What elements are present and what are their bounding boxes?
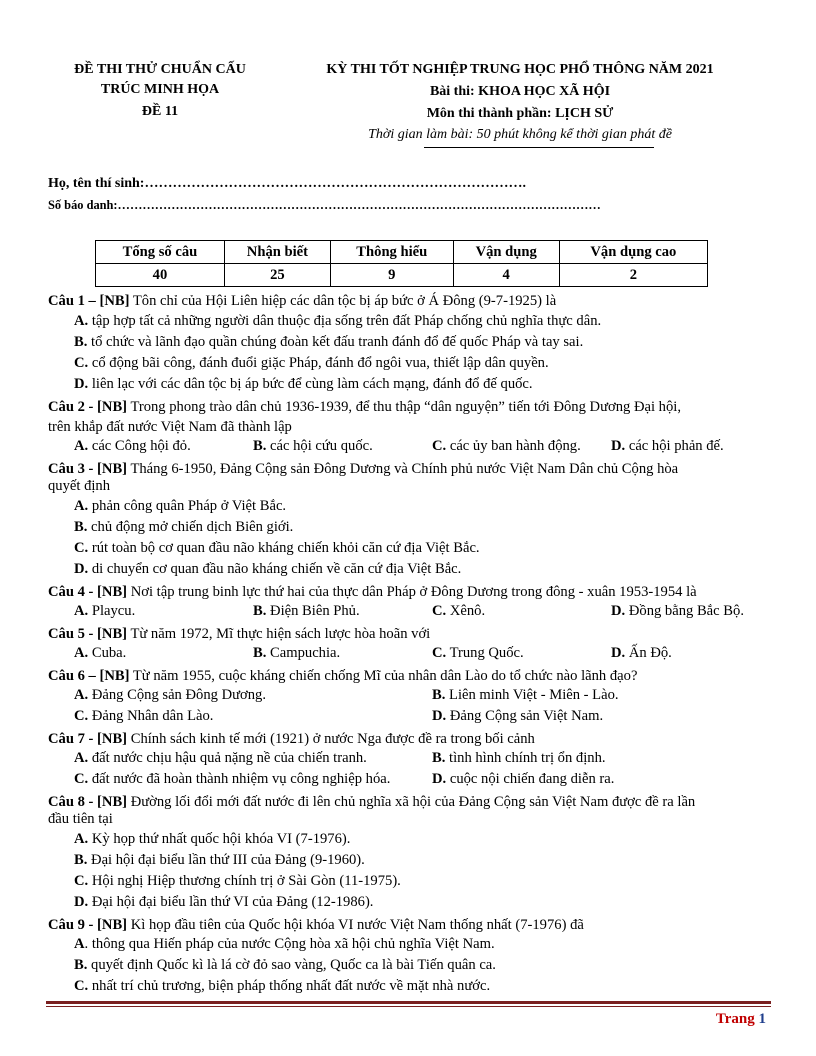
exam-type-line1: ĐỀ THI THỬ CHUẨN CẤU (74, 62, 246, 77)
q5-option-d[interactable]: D. Ấn Độ. (611, 645, 672, 661)
q5-option-c[interactable]: C. Trung Quốc. (432, 645, 524, 661)
question-3: Câu 3 - [NB] Tháng 6-1950, Đảng Cộng sản Đông Dương và Chính phủ nước Việt Nam Dân chủ Cộng hòa (48, 461, 679, 477)
q7-option-b[interactable]: B. tình hình chính trị ổn định. (432, 750, 606, 766)
question-stats-table (95, 240, 708, 287)
q7-option-c[interactable]: C. đất nước đã hoàn thành nhiệm vụ công nghiệp hóa. (74, 771, 391, 787)
question-2: Câu 2 - [NB] Trong phong trào dân chủ 1936-1939, để thu thập “dân nguyện” tiến tới Đông Dương Đại hội, (48, 399, 681, 415)
stats-value-row (96, 264, 708, 287)
q9-option-b[interactable]: B. quyết định Quốc kì là lá cờ đỏ sao vàng, Quốc ca là bài Tiến quân ca. (74, 957, 496, 973)
footer-rule-thin (46, 1006, 771, 1007)
stats-value-cell: 2 (559, 264, 707, 287)
stats-header-cell: Vận dụng cao (559, 241, 707, 264)
q3-option-a[interactable]: A. phản công quân Pháp ở Việt Bắc. (74, 498, 287, 514)
q6-option-c[interactable]: C. Đảng Nhân dân Lào. (74, 708, 214, 724)
q2-option-a[interactable]: A. các Công hội đỏ. (74, 438, 191, 454)
q2-option-b[interactable]: B. các hội cứu quốc. (253, 438, 373, 454)
q1-option-d[interactable]: D. liên lạc với các dân tộc bị áp bức để cùng làm cách mạng, đánh đổ đế quốc. (74, 376, 533, 392)
exam-subject: Môn thi thành phần: LỊCH SỬ (426, 106, 614, 121)
q9-option-a[interactable]: A. thông qua Hiến pháp của nước Cộng hòa xã hội chủ nghĩa Việt Nam. (74, 936, 495, 952)
q7-option-a[interactable]: A. đất nước chịu hậu quả nặng nề của chiến tranh. (74, 750, 367, 766)
stats-header-cell: Nhận biết (224, 241, 330, 264)
exam-code: ĐỀ 11 (141, 104, 179, 119)
q8-option-c[interactable]: C. Hội nghị Hiệp thương chính trị ở Sài Gòn (11-1975). (74, 873, 401, 889)
q4-option-c[interactable]: C. Xênô. (432, 603, 486, 619)
q2-option-c[interactable]: C. các ủy ban hành động. (432, 438, 581, 454)
q1-option-b[interactable]: B. tổ chức và lãnh đạo quần chúng đoàn kết đấu tranh đánh đổ đế quốc Pháp và tay sai. (74, 334, 584, 350)
q7-option-d[interactable]: D. cuộc nội chiến đang diễn ra. (432, 771, 615, 787)
stats-header-row (96, 241, 708, 264)
question-2-cont: trên khắp đất nước Việt Nam đã thành lập (48, 419, 292, 435)
question-3-cont: quyết định (48, 478, 111, 494)
q6-option-a[interactable]: A. Đảng Cộng sản Đông Dương. (74, 687, 266, 703)
q6-option-b[interactable]: B. Liên minh Việt - Miên - Lào. (432, 687, 619, 703)
stats-value-cell: 9 (330, 264, 453, 287)
q1-option-c[interactable]: C. cổ động bãi công, đánh đuổi giặc Pháp, đánh đổ ngôi vua, thiết lập dân quyền. (74, 355, 549, 371)
question-1: Câu 1 – [NB] Tôn chỉ của Hội Liên hiệp các dân tộc bị áp bức ở Á Đông (9-7-1925) là (48, 293, 557, 309)
q1-option-a[interactable]: A. tập hợp tất cả những người dân thuộc địa sống trên đất Pháp chống chủ nghĩa thực dân. (74, 313, 602, 329)
stats-header-cell: Thông hiểu (330, 241, 453, 264)
q6-option-d[interactable]: D. Đảng Cộng sản Việt Nam. (432, 708, 604, 724)
stats-value-cell: 40 (96, 264, 225, 287)
question-4: Câu 4 - [NB] Nơi tập trung binh lực thứ hai của thực dân Pháp ở Đông Dương trong đông - xuân 1953-1954 là (48, 584, 697, 600)
q9-option-c[interactable]: C. nhất trí chủ trương, biện pháp thống nhất đất nước về mặt nhà nước. (74, 978, 491, 994)
question-7: Câu 7 - [NB] Chính sách kinh tế mới (1921) ở nước Nga được đề ra trong bối cảnh (48, 731, 535, 747)
q3-option-c[interactable]: C. rút toàn bộ cơ quan đầu não kháng chiến khỏi căn cứ địa Việt Bắc. (74, 540, 480, 556)
q3-option-b[interactable]: B. chủ động mở chiến dịch Biên giới. (74, 519, 294, 535)
q5-option-b[interactable]: B. Campuchia. (253, 645, 341, 661)
q3-option-d[interactable]: D. di chuyển cơ quan đầu não kháng chiến về căn cứ địa Việt Bắc. (74, 561, 462, 577)
exam-subject-group: Bài thi: KHOA HỌC XÃ HỘI (429, 84, 611, 99)
duration-underline (424, 147, 654, 148)
question-8: Câu 8 - [NB] Đường lối đổi mới đất nước đi lên chủ nghĩa xã hội của Đảng Cộng sản Việt Nam được đề ra lần (48, 794, 696, 810)
q8-option-b[interactable]: B. Đại hội đại biểu lần thứ III của Đảng (9-1960). (74, 852, 365, 868)
candidate-id-field[interactable]: Số báo danh:……………………………………………………………………………………………………… (48, 198, 601, 212)
exam-duration: Thời gian làm bài: 50 phút không kể thời gian phát đề (368, 127, 672, 142)
q4-option-b[interactable]: B. Điện Biên Phủ. (253, 603, 360, 619)
candidate-name-field[interactable]: Họ, tên thí sinh:………………………………………………………………………. (48, 176, 526, 191)
stats-value-cell: 4 (453, 264, 559, 287)
q4-option-a[interactable]: A. Playcu. (74, 603, 136, 619)
page-number-value: 1 (758, 1011, 766, 1027)
stats-header-cell: Vận dụng (453, 241, 559, 264)
q5-option-a[interactable]: A. Cuba. (74, 645, 127, 661)
q8-option-d[interactable]: D. Đại hội đại biểu lần thứ VI của Đảng (12-1986). (74, 894, 374, 910)
q4-option-d[interactable]: D. Đồng bằng Bắc Bộ. (611, 603, 744, 619)
exam-title: KỲ THI TỐT NGHIỆP TRUNG HỌC PHỔ THÔNG NĂM 2021 (326, 62, 714, 77)
stats-value-cell: 25 (224, 264, 330, 287)
question-6: Câu 6 – [NB] Từ năm 1955, cuộc kháng chiến chống Mĩ của nhân dân Lào do tổ chức nào lãnh đạo? (48, 668, 638, 684)
exam-type-line2: TRÚC MINH HỌA (100, 82, 220, 97)
footer-rule-thick (46, 1001, 771, 1004)
question-9: Câu 9 - [NB] Kì họp đầu tiên của Quốc hội khóa VI nước Việt Nam thống nhất (7-1976) đã (48, 917, 584, 933)
q8-option-a[interactable]: A. Kỳ họp thứ nhất quốc hội khóa VI (7-1976). (74, 831, 351, 847)
stats-header-cell: Tổng số câu (96, 241, 225, 264)
page-number: Trang 1 (715, 1011, 766, 1027)
question-8-cont: đầu tiên tại (48, 811, 113, 827)
question-5: Câu 5 - [NB] Từ năm 1972, Mĩ thực hiện sách lược hòa hoãn với (48, 626, 431, 642)
q2-option-d[interactable]: D. các hội phản đế. (611, 438, 724, 454)
